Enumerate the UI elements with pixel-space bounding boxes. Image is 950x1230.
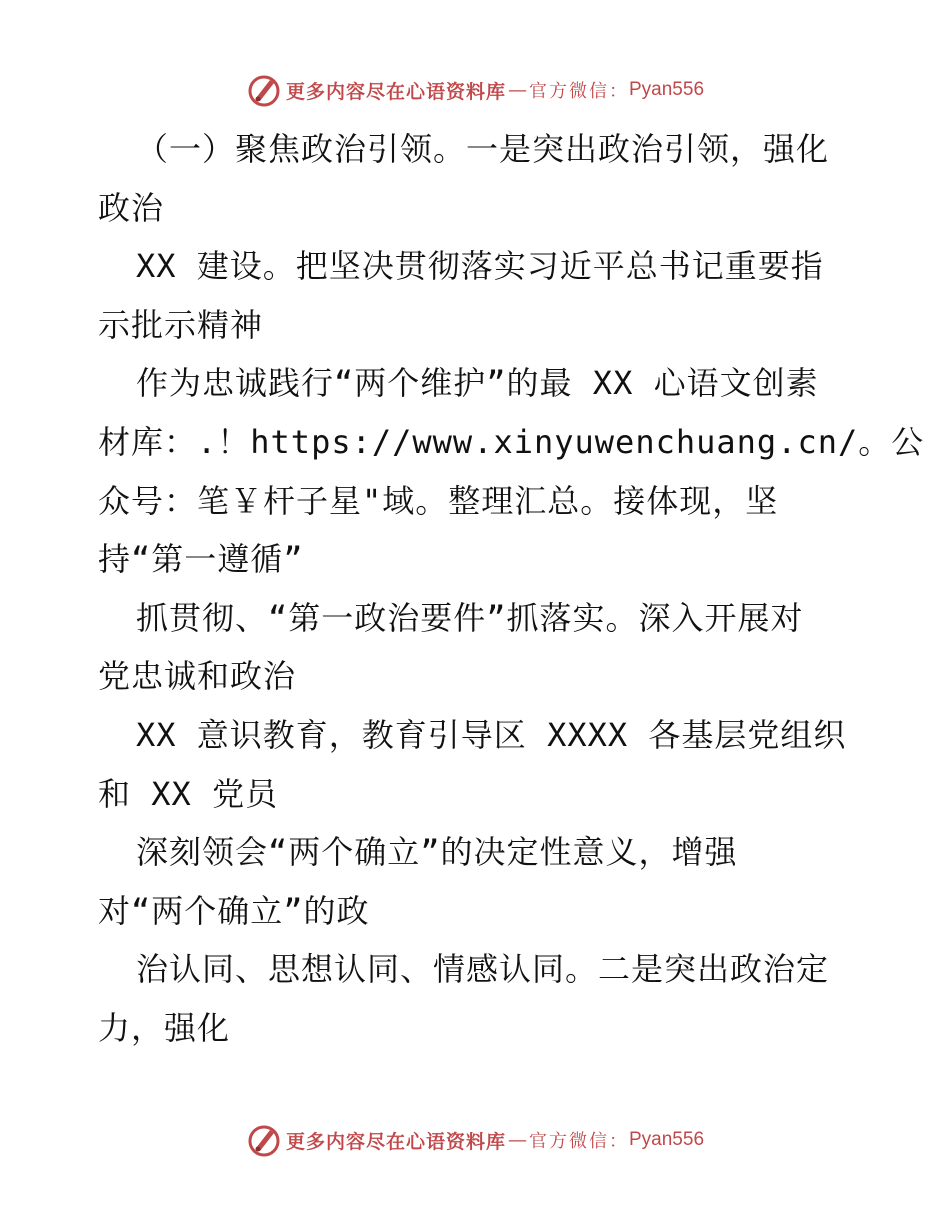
text-line: 深刻领会“两个确立”的决定性意义，增强: [136, 833, 738, 872]
brush-pen-circle-icon: [246, 1122, 282, 1158]
text-line: 材库：.！https://www.xinyuwenchuang.cn/。公: [98, 422, 925, 461]
text-line: XX 意识教育，教育引导区 XXXX 各基层党组织: [136, 715, 847, 754]
footer-banner: [0, 1120, 950, 1160]
banner-handle: Pyan556: [629, 79, 705, 100]
text-line: XX 建设。把坚决贯彻落实习近平总书记重要指: [136, 247, 824, 286]
text-line: 治认同、思想认同、情感认同。二是突出政治定: [136, 950, 830, 989]
text-line: 抓贯彻、“第一政治要件”抓落实。深入开展对: [136, 598, 804, 637]
document-body: [98, 120, 925, 1058]
header-banner: [0, 70, 950, 110]
banner-separator: —: [508, 1129, 527, 1151]
banner-label: 官方微信：: [529, 81, 629, 102]
banner-separator: —: [508, 79, 527, 101]
text-line: 众号：笔￥杆子星"域。整理汇总。接体现，坚: [98, 481, 779, 520]
brush-pen-circle-icon: [246, 72, 282, 108]
text-line: 示批示精神: [98, 305, 264, 344]
text-line: 和 XX 党员: [98, 774, 279, 813]
banner-main-text: 更多内容尽在心语资料库: [285, 1130, 506, 1153]
banner-handle: Pyan556: [629, 1129, 705, 1150]
text-line: 政治: [98, 188, 165, 227]
text-line: 持“第一遵循”: [98, 540, 304, 579]
text-line: （一）聚焦政治引领。一是突出政治引领，强化: [136, 130, 830, 168]
banner-label: 官方微信：: [529, 1131, 629, 1152]
text-line: 对“两个确立”的政: [98, 891, 370, 930]
text-line: 党忠诚和政治: [98, 657, 297, 696]
text-line: 力，强化: [98, 1008, 231, 1047]
text-line: 作为忠诚践行“两个维护”的最 XX 心语文创素: [136, 364, 819, 403]
banner-main-text: 更多内容尽在心语资料库: [285, 80, 506, 103]
